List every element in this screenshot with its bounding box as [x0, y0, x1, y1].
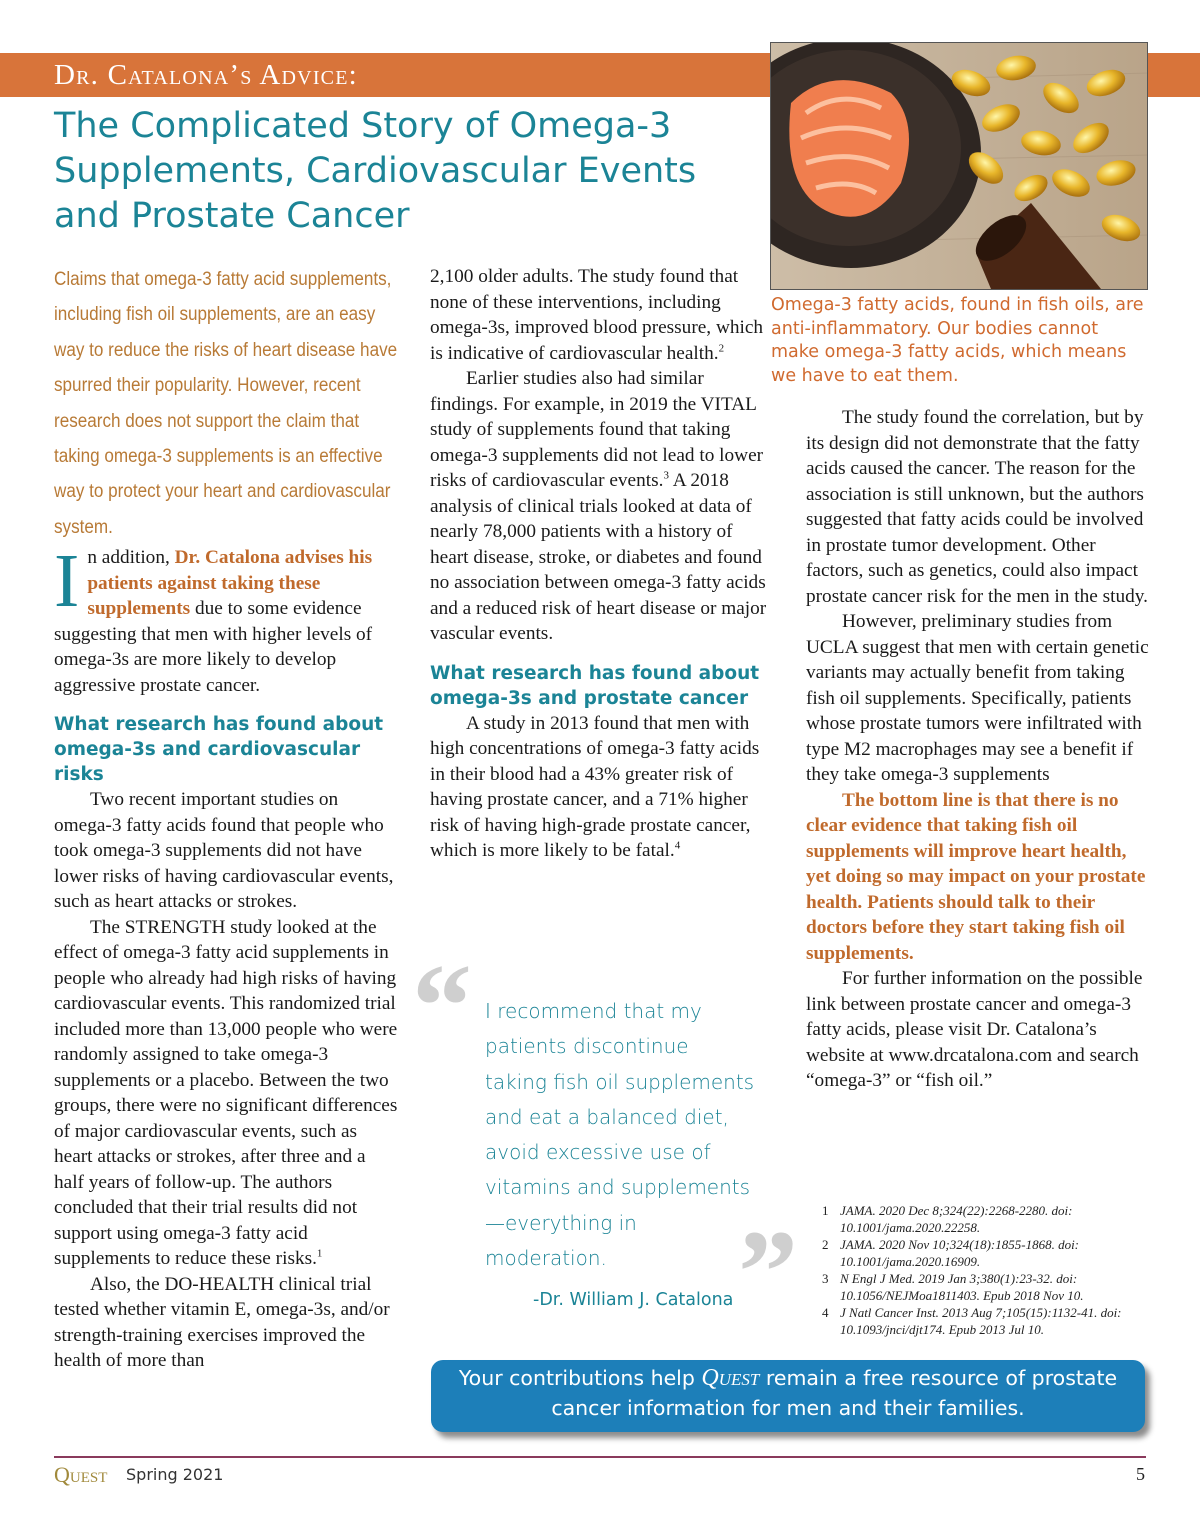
department-label: Dr. Catalona’s Advice: — [54, 59, 358, 91]
footer-brand: Quest — [54, 1462, 108, 1487]
older-adults-text: 2,100 older adults. The study found that none of these interventions, including omega-3s, improved blood pressure, which is indicative of cardiovascular health. — [430, 266, 764, 364]
opening-text-end: due to some evidence suggesting that men with higher levels of omega-3s are more likely to develop aggressive prostate cancer. — [54, 598, 373, 696]
opening-paragraph — [54, 539, 399, 698]
bottom-line-highlight: The bottom line is that there is no clear evidence that taking fish oil supplements will improve heart health, yet doing so may impact on your prostate health. Patients should talk to their doctors before they start taking fish oil supplements. — [806, 789, 1146, 964]
subhead-cardiovascular: What research has found about omega-3s and cardiovascular risks — [54, 714, 384, 786]
opening-text-start: n addition, — [87, 547, 175, 569]
reference-marker: 3 — [663, 469, 669, 482]
callout-brand: Quest — [701, 1365, 760, 1391]
reference-item — [822, 1270, 1152, 1304]
fish-oil-photo — [770, 42, 1148, 290]
advice-highlight: Dr. Catalona advises his patients against taking these supplements — [87, 547, 373, 620]
page-number: 5 — [1136, 1464, 1145, 1484]
vital-study-text: Earlier studies also had similar findings. For example, in 2019 the VITAL study of supplements found that taking omega-3 supplements did not lead to lower risks of cardiovascular events. — [430, 368, 764, 491]
reference-item — [822, 1202, 1152, 1236]
intro-deck: Claims that omega-3 fatty acid supplements, including fish oil supplements, are an easy way to reduce the risks of heart disease have spurred their popularity. However, recent research does not support the claim that taking omega-3 supplements is an effective way to protect your heart and cardiovascular system. — [54, 269, 398, 538]
subhead-prostate: What research has found about omega-3s and prostate cancer — [430, 662, 760, 709]
footer-rule — [54, 1456, 1146, 1458]
footer-issue: Spring 2021 — [126, 1465, 224, 1484]
reference-marker: 4 — [674, 839, 681, 852]
close-quote-mark: ” — [738, 1205, 798, 1338]
study-2013-text: A study in 2013 found that men with high concentrations of omega-3 fatty acids in their blood had a 43% greater risk of having prostate cancer, and a 71% higher risk of having high-grade prostate cancer, which is more likely to be fatal. — [430, 712, 760, 861]
pull-quote — [410, 939, 798, 1338]
reference-number: 2 — [822, 1237, 829, 1252]
paragraph-two-studies: Two recent important studies on omega-3 fatty acids found that people who took omega-3 supplements did not have lower risks of having cardiovascular events, such as heart attacks or strokes. — [54, 789, 394, 913]
callout-text-end: remain a free resource of prostate cancer information for men and their families. — [551, 1366, 1118, 1420]
reference-number: 1 — [822, 1203, 829, 1218]
paragraph-further-info: For further information on the possible link between prostate cancer and omega-3 fatty acids, please visit Dr. Catalona’s website at www.drcatalona.com and search “omega-3” or “fish oil.” — [806, 968, 1143, 1091]
reference-number: 4 — [822, 1305, 829, 1320]
column-two — [430, 264, 775, 864]
paragraph-older-adults — [430, 264, 775, 366]
paragraph-ucla: However, preliminary studies from UCLA suggest that men with certain genetic variants may actually benefit from taking fish oil supplements. Specifically, patients whose prostate tumors were infiltrated with type M2 macrophages may see a benefit if they take omega-3 supplements — [806, 611, 1149, 785]
analysis-text: A 2018 analysis of clinical trials looked at data of nearly 78,000 patients with a history of heart disease, stroke, or diabetes and found no association between omega-3 fatty acids and a reduced risk of heart disease or major vascular events. — [430, 470, 767, 644]
salmon-and-capsules-illustration — [771, 43, 1147, 289]
open-quote-mark: “ — [412, 939, 472, 1072]
references-list — [822, 1202, 1152, 1338]
paragraph-2013-study — [430, 711, 775, 864]
paragraph-strength-study — [54, 915, 399, 1272]
reference-item — [822, 1236, 1152, 1270]
article-title: The Complicated Story of Omega-3 Supplements, Cardiovascular Events and Prostate Cancer — [54, 106, 697, 236]
reference-number: 3 — [822, 1271, 829, 1286]
reference-text: JAMA. 2020 Dec 8;324(22):2268-2280. doi: 10.1001/jama.2020.22258. — [840, 1203, 1073, 1235]
column-one — [54, 262, 399, 1374]
pull-quote-text: I recommend that my patients discontinue taking fish oil supplements and eat a balanced diet, avoid excessive use of vitamins and supplements—everything in moderation. — [485, 999, 755, 1271]
reference-item — [822, 1304, 1152, 1338]
donation-callout — [431, 1360, 1145, 1432]
reference-marker: 2 — [718, 342, 725, 355]
reference-text: J Natl Cancer Inst. 2013 Aug 7;105(15):1132-41. doi: 10.1093/jnci/djt174. Epub 2013 Jul 10. — [840, 1305, 1122, 1337]
reference-marker: 1 — [316, 1247, 323, 1260]
strength-study-text: The STRENGTH study looked at the effect of omega-3 fatty acid supplements in people who already had high risks of having cardiovascular events. This randomized trial included more than 13,000 people who were randomly assigned to take omega-3 supplements or a placebo. Between the two groups, there were no significant differences of major cardiovascular events, such as heart attacks or strokes, after three and a half years of follow-up. The authors concluded that their trial results did not support using omega-3 fatty acid supplements to reduce these risks. — [54, 916, 398, 1270]
photo-caption: Omega-3 fatty acids, found in fish oils, are anti-inflammatory. Our bodies cannot make omega-3 fatty acids, which means we have to eat them. — [771, 295, 1144, 386]
reference-text: N Engl J Med. 2019 Jan 3;380(1):23-32. doi: 10.1056/NEJMoa1811403. Epub 2018 Nov 10. — [840, 1271, 1084, 1303]
reference-text: JAMA. 2020 Nov 10;324(18):1855-1868. doi: 10.1001/jama.2020.16909. — [840, 1237, 1080, 1269]
pull-quote-attribution: -Dr. William J. Catalona — [533, 1290, 734, 1310]
paragraph-earlier-studies — [430, 366, 775, 647]
paragraph-do-health: Also, the DO-HEALTH clinical trial tested whether vitamin E, omega-3s, and/or strength-training exercises improved the health of more than — [54, 1273, 390, 1372]
drop-cap: I — [54, 539, 80, 624]
callout-text-start: Your contributions help — [458, 1366, 702, 1390]
paragraph-correlation: The study found the correlation, but by its design did not demonstrate that the fatty acids caused the cancer. The reason for the association is still unknown, but the authors suggested that fatty acids could be involved in prostate tumor development. Other factors, such as genetics, could also impact prostate cancer risk for the men in the study. — [806, 407, 1148, 607]
column-three — [806, 405, 1151, 1094]
